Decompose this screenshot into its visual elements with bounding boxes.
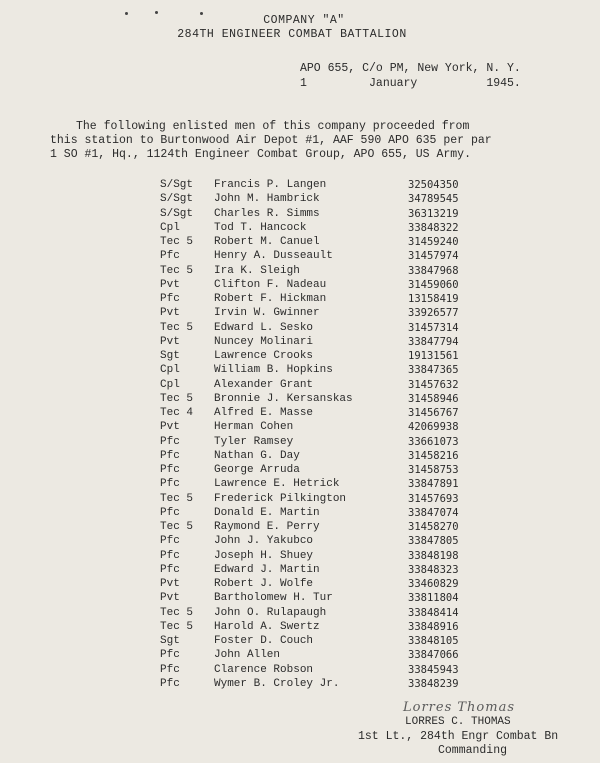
rank-cell: Tec 5 xyxy=(160,606,194,619)
serial-cell: 31459060 xyxy=(408,278,459,291)
roster-row xyxy=(160,507,490,521)
name-cell: Alfred E. Masse xyxy=(214,407,314,419)
name-cell: Lawrence E. Hetrick xyxy=(214,478,340,491)
serial-cell: 31459240 xyxy=(408,236,459,248)
roster-row xyxy=(160,350,490,364)
roster-row xyxy=(160,621,490,635)
rank-cell: Tec 5 xyxy=(160,492,194,505)
serial-cell: 42069938 xyxy=(408,421,459,434)
serial-cell: 33848105 xyxy=(408,635,459,647)
name-cell: Donald E. Martin xyxy=(214,506,320,519)
serial-cell: 31458216 xyxy=(408,449,459,462)
serial-cell: 31457974 xyxy=(408,250,459,263)
rank-cell: Cpl xyxy=(160,221,180,234)
roster-row xyxy=(160,236,490,250)
company-header: COMPANY "A" xyxy=(263,14,345,27)
roster-row xyxy=(160,364,490,378)
serial-cell: 31457314 xyxy=(408,321,459,334)
serial-cell: 33847066 xyxy=(408,649,459,662)
serial-cell: 33847074 xyxy=(408,506,459,519)
serial-cell: 36313219 xyxy=(408,207,459,220)
rank-cell: S/Sgt xyxy=(160,207,194,220)
serial-cell: 33848322 xyxy=(408,221,459,234)
rank-cell: Pvt xyxy=(160,335,180,348)
name-cell: Irvin W. Gwinner xyxy=(214,307,320,320)
serial-cell: 33848414 xyxy=(408,606,459,619)
rank-cell: Tec 5 xyxy=(160,521,194,533)
roster-row xyxy=(160,293,490,307)
serial-cell: 31458753 xyxy=(408,464,459,476)
serial-cell: 31458946 xyxy=(408,392,459,405)
name-cell: William B. Hopkins xyxy=(214,364,333,377)
rank-cell: Pfc xyxy=(160,677,180,690)
roster-row xyxy=(160,393,490,407)
serial-cell: 33847365 xyxy=(408,364,459,377)
serial-cell: 33661073 xyxy=(408,435,459,448)
serial-cell: 33847805 xyxy=(408,535,459,548)
rank-cell: Pfc xyxy=(160,563,180,576)
roster-row xyxy=(160,193,490,207)
name-cell: Joseph H. Shuey xyxy=(214,549,314,562)
name-cell: Tyler Ramsey xyxy=(214,435,294,448)
name-cell: George Arruda xyxy=(214,464,300,476)
name-cell: Bronnie J. Kersanskas xyxy=(214,392,353,405)
document-date: 1 January 1945. xyxy=(300,77,521,90)
serial-cell: 31457632 xyxy=(408,378,459,391)
name-cell: Bartholomew H. Tur xyxy=(214,592,333,605)
roster-row xyxy=(160,564,490,578)
roster-row xyxy=(160,578,490,592)
name-cell: Nathan G. Day xyxy=(214,449,300,462)
name-cell: John M. Hambrick xyxy=(214,193,320,206)
serial-cell: 33845943 xyxy=(408,663,459,676)
roster-row xyxy=(160,307,490,321)
roster-row xyxy=(160,436,490,450)
roster-row xyxy=(160,279,490,293)
rank-cell: Pfc xyxy=(160,535,180,548)
roster-row xyxy=(160,450,490,464)
signer-name: LORRES C. THOMAS xyxy=(405,716,511,728)
serial-cell: 33926577 xyxy=(408,307,459,320)
serial-cell: 31457693 xyxy=(408,492,459,505)
roster-row xyxy=(160,208,490,222)
rank-cell: Pfc xyxy=(160,663,180,676)
rank-cell: Pfc xyxy=(160,293,180,305)
name-cell: Lawrence Crooks xyxy=(214,350,314,362)
name-cell: Clarence Robson xyxy=(214,663,314,676)
body-paragraph xyxy=(50,120,570,162)
name-cell: Harold A. Swertz xyxy=(214,620,320,633)
name-cell: Wymer B. Croley Jr. xyxy=(214,677,340,690)
serial-cell: 33848916 xyxy=(408,620,459,633)
roster-row xyxy=(160,379,490,393)
rank-cell: Pvt xyxy=(160,278,180,291)
apo-address: APO 655, C/o PM, New York, N. Y. xyxy=(300,62,521,75)
name-cell: Nuncey Molinari xyxy=(214,335,314,348)
name-cell: Tod T. Hancock xyxy=(214,221,307,234)
roster-row xyxy=(160,478,490,492)
name-cell: Herman Cohen xyxy=(214,421,294,434)
roster-row xyxy=(160,607,490,621)
body-line: 1 SO #1, Hq., 1124th Engineer Combat Group, APO 655, US Army. xyxy=(50,148,471,161)
rank-cell: Pfc xyxy=(160,250,180,263)
roster-row xyxy=(160,222,490,236)
roster-row xyxy=(160,265,490,279)
rank-cell: Tec 5 xyxy=(160,620,194,633)
roster-row xyxy=(160,521,490,535)
serial-cell: 32504350 xyxy=(408,179,459,191)
rank-cell: Pfc xyxy=(160,449,180,462)
roster-row xyxy=(160,493,490,507)
rank-cell: Sgt xyxy=(160,635,180,647)
serial-cell: 34789545 xyxy=(408,193,459,206)
roster-row xyxy=(160,179,490,193)
roster-row xyxy=(160,421,490,435)
name-cell: John Allen xyxy=(214,649,281,662)
serial-cell: 33847794 xyxy=(408,335,459,348)
roster-row xyxy=(160,664,490,678)
roster-row xyxy=(160,407,490,421)
rank-cell: Pfc xyxy=(160,464,180,476)
name-cell: Robert M. Canuel xyxy=(214,236,320,248)
serial-cell: 33847968 xyxy=(408,264,459,277)
roster-row xyxy=(160,649,490,663)
rank-cell: Tec 5 xyxy=(160,236,194,248)
rank-cell: Sgt xyxy=(160,350,180,362)
rank-cell: Pfc xyxy=(160,435,180,448)
name-cell: Robert J. Wolfe xyxy=(214,578,314,590)
serial-cell: 13158419 xyxy=(408,293,459,305)
rank-cell: Tec 5 xyxy=(160,392,194,405)
roster-row xyxy=(160,250,490,264)
handwritten-signature: Lorres Thomas xyxy=(403,700,516,715)
serial-cell: 33811804 xyxy=(408,592,459,605)
name-cell: Foster D. Couch xyxy=(214,635,314,647)
rank-cell: Pvt xyxy=(160,421,180,434)
body-line: The following enlisted men of this company proceeded from xyxy=(76,120,470,133)
name-cell: Clifton F. Nadeau xyxy=(214,278,327,291)
roster-row xyxy=(160,535,490,549)
roster-row xyxy=(160,592,490,606)
signer-title: 1st Lt., 284th Engr Combat Bn xyxy=(358,730,559,743)
name-cell: John J. Yakubco xyxy=(214,535,314,548)
serial-cell: 33460829 xyxy=(408,578,459,590)
roster-row xyxy=(160,464,490,478)
serial-cell: 31456767 xyxy=(408,407,459,419)
roster-row xyxy=(160,635,490,649)
rank-cell: Pvt xyxy=(160,307,180,320)
roster-row xyxy=(160,322,490,336)
roster-row xyxy=(160,336,490,350)
name-cell: Robert F. Hickman xyxy=(214,293,327,305)
rank-cell: Tec 4 xyxy=(160,407,194,419)
name-cell: Henry A. Dusseault xyxy=(214,250,333,263)
serial-cell: 33847891 xyxy=(408,478,459,491)
name-cell: John O. Rulapaugh xyxy=(214,606,327,619)
rank-cell: Pfc xyxy=(160,478,180,491)
rank-cell: Tec 5 xyxy=(160,321,194,334)
serial-cell: 31458270 xyxy=(408,521,459,533)
rank-cell: Cpl xyxy=(160,364,180,377)
rank-cell: Pvt xyxy=(160,592,180,605)
rank-cell: Tec 5 xyxy=(160,264,194,277)
serial-cell: 19131561 xyxy=(408,350,459,362)
rank-cell: S/Sgt xyxy=(160,193,194,206)
battalion-header: 284TH ENGINEER COMBAT BATTALION xyxy=(177,28,407,41)
rank-cell: Pfc xyxy=(160,506,180,519)
roster-row xyxy=(160,678,490,692)
name-cell: Raymond E. Perry xyxy=(214,521,320,533)
rank-cell: Pfc xyxy=(160,649,180,662)
name-cell: Ira K. Sleigh xyxy=(214,264,300,277)
rank-cell: Pfc xyxy=(160,549,180,562)
roster-list xyxy=(160,179,490,692)
rank-cell: Pvt xyxy=(160,578,180,590)
name-cell: Charles R. Simms xyxy=(214,207,320,220)
rank-cell: Cpl xyxy=(160,378,180,391)
name-cell: Alexander Grant xyxy=(214,378,314,391)
body-line: this station to Burtonwood Air Depot #1, AAF 590 APO 635 per par xyxy=(50,134,492,147)
name-cell: Edward J. Martin xyxy=(214,563,320,576)
signer-role: Commanding xyxy=(438,744,508,757)
name-cell: Edward L. Sesko xyxy=(214,321,314,334)
rank-cell: S/Sgt xyxy=(160,179,194,191)
serial-cell: 33848323 xyxy=(408,563,459,576)
serial-cell: 33848198 xyxy=(408,549,459,562)
name-cell: Frederick Pilkington xyxy=(214,492,347,505)
name-cell: Francis P. Langen xyxy=(214,179,327,191)
roster-row xyxy=(160,550,490,564)
serial-cell: 33848239 xyxy=(408,677,459,690)
